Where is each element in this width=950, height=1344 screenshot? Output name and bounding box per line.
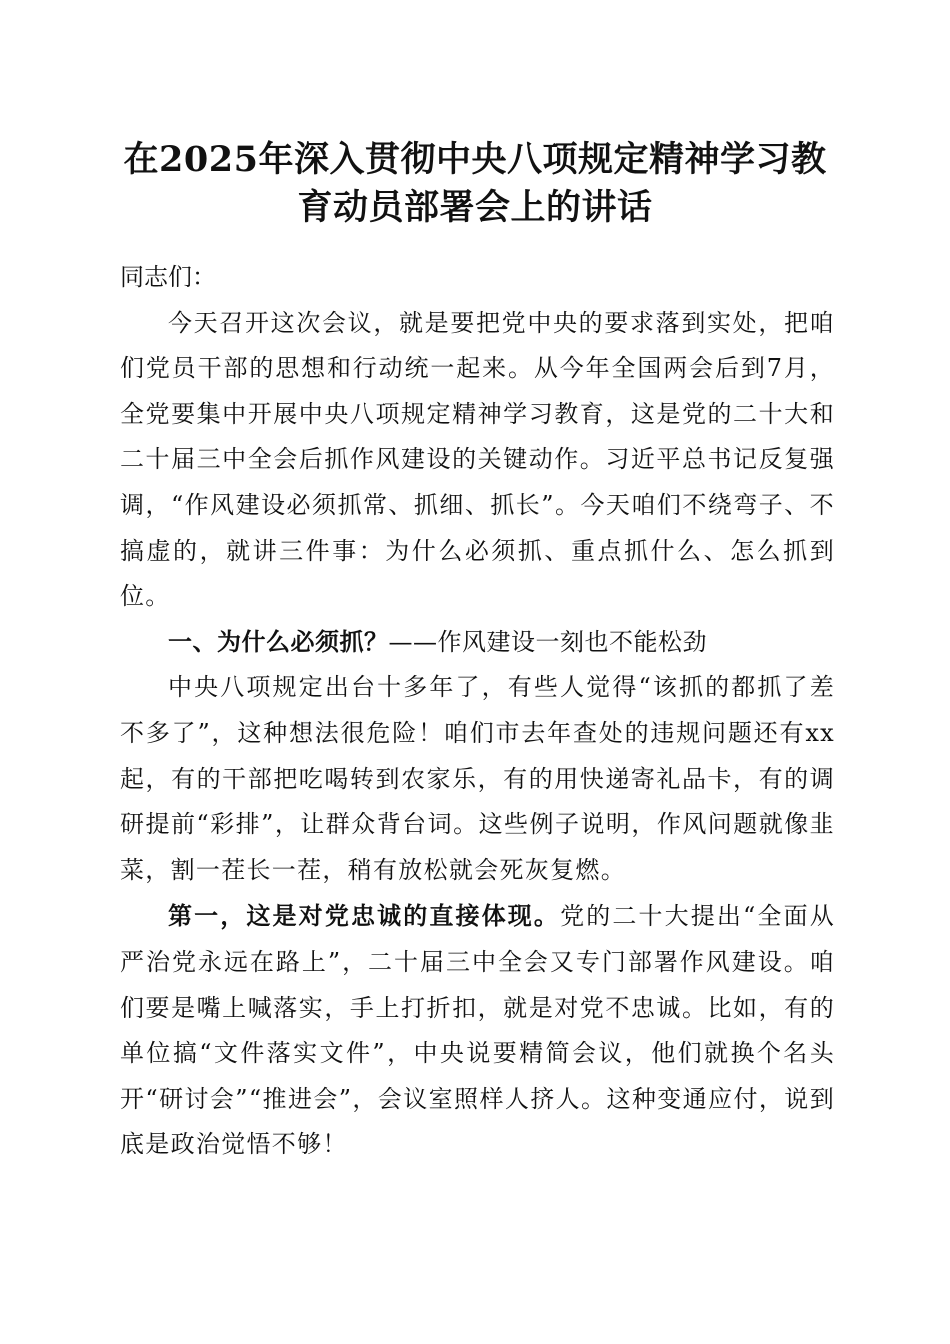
- section-heading-subtitle: ——作风建设一刻也不能松劲: [388, 627, 707, 656]
- section-heading: [120, 620, 835, 666]
- section-heading-title: 一、为什么必须抓？: [168, 627, 389, 656]
- document-title: [110, 136, 840, 232]
- point-lead: 第一，这是对党忠诚的直接体现。: [168, 901, 561, 931]
- intro-paragraph: 今天召开这次会议，就是要把党中央的要求落到实处，把咱们党员干部的思想和行动统一起来。从今年全国两会后到7月，全党要集中开展中央八项规定精神学习教育，这是党的二十大和二十届三中全会后抓作风建设的关键动作。习近平总书记反复强调，“作风建设必须抓常、抓细、抓长”。今天咱们不绕弯子、不搞虚的，就讲三件事：为什么必须抓、重点抓什么、怎么抓到位。: [120, 308, 835, 611]
- point-text: 党的二十大提出“全面从严治党永远在路上”，二十届三中全会又专门部署作风建设。咱们要是嘴上喊落实，手上打折扣，就是对党不忠诚。比如，有的单位搞“文件落实文件”，中央说要精简会议，他们就换个名头开“研讨会”“推进会”，会议室照样人挤人。这种变通应付，说到底是政治觉悟不够！: [120, 902, 835, 1159]
- salutation: 同志们：: [120, 263, 216, 291]
- document-body: [120, 255, 835, 1168]
- point-paragraph: [120, 893, 835, 1168]
- title-line-2: 育动员部署会上的讲话: [297, 187, 653, 228]
- title-line-1: 在2025年深入贯彻中央八项规定精神学习教: [123, 139, 827, 180]
- section-paragraph: 中央八项规定出台十多年了，有些人觉得“该抓的都抓了差不多了”，这种想法很危险！咱们市去年查处的违规问题还有xx起，有的干部把吃喝转到农家乐，有的用快递寄礼品卡，有的调研提前“彩排”，让群众背台词。这些例子说明，作风问题就像韭菜，割一茬长一茬，稍有放松就会死灰复燃。: [120, 673, 835, 884]
